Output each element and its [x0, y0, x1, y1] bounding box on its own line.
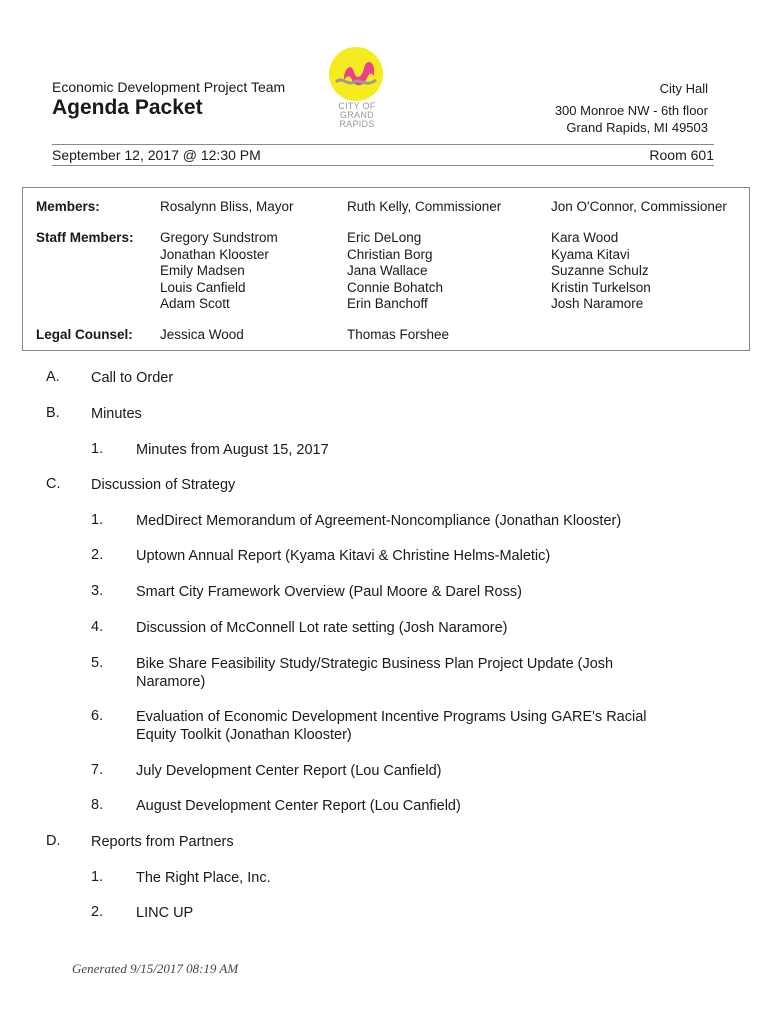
address-line-2: Grand Rapids, MI 49503: [566, 120, 708, 135]
staff-column-1: [160, 230, 278, 313]
page-title: Agenda Packet: [52, 96, 203, 119]
sub-item-text: August Development Center Report (Lou Canfield): [136, 798, 461, 814]
sub-item-text: Minutes from August 15, 2017: [136, 442, 329, 458]
meeting-room: Room 601: [649, 147, 714, 163]
sub-item-number: 8.: [91, 797, 104, 813]
staff-name: Christian Borg: [347, 246, 433, 262]
staff-name: Jana Wallace: [347, 263, 428, 278]
logo-wordmark: CITY OF GRAND RAPIDS: [338, 101, 376, 129]
staff-name: Eric DeLong: [347, 230, 422, 245]
staff-name: Gregory Sundstrom: [160, 230, 278, 245]
legal-counsel-name: Thomas Forshee: [347, 327, 450, 342]
sub-item-text: Bike Share Feasibility Study/Strategic Business Plan Project Update (Josh Naramore): [136, 656, 614, 690]
member-name: Ruth Kelly, Commissioner: [347, 199, 502, 214]
staff-name: Louis Canfield: [160, 279, 246, 295]
sub-item-number: 1.: [91, 441, 104, 457]
sub-item-text: Smart City Framework Overview (Paul Moore & Darel Ross): [136, 584, 522, 600]
staff-name: Emily Madsen: [160, 263, 245, 278]
sub-item-number: 2.: [91, 547, 104, 563]
agenda-item-title: Call to Order: [91, 370, 174, 386]
generated-timestamp: Generated 9/15/2017 08:19 AM: [72, 961, 239, 976]
staff-name: Kara Wood: [551, 230, 619, 245]
logo-sun-icon: [326, 46, 386, 106]
sub-item-number: 7.: [91, 762, 104, 778]
sub-item-text: Evaluation of Economic Development Incentive Programs Using GARE's Racial Equity Toolkit (Jonathan Klooster): [136, 709, 647, 743]
meeting-date-time: September 12, 2017 @ 12:30 PM: [52, 147, 261, 163]
staff-column-3: [551, 230, 651, 313]
staff-column-2: [347, 230, 443, 313]
sub-item-number: 2.: [91, 904, 104, 920]
member-name: Jon O'Connor, Commissioner: [551, 199, 727, 214]
staff-name: Kyama Kitavi: [551, 246, 630, 262]
agenda-item-letter: A.: [46, 369, 60, 385]
agenda-item-title: Minutes: [91, 406, 142, 422]
legal-counsel-label: Legal Counsel:: [36, 327, 133, 342]
sub-item-text: The Right Place, Inc.: [136, 870, 271, 886]
address-line-1: 300 Monroe NW - 6th floor: [554, 103, 708, 118]
agenda-item-letter: B.: [46, 405, 60, 421]
staff-name: Josh Naramore: [551, 296, 644, 311]
sub-item-text: July Development Center Report (Lou Canfield): [136, 763, 442, 779]
header-divider-top: [52, 144, 714, 145]
staff-name: Kristin Turkelson: [551, 279, 651, 295]
sub-item-number: 1.: [91, 512, 104, 528]
sub-item-number: 4.: [91, 619, 104, 635]
sub-item-text: Uptown Annual Report (Kyama Kitavi & Christine Helms-Maletic): [136, 548, 551, 564]
header-divider-bottom: [52, 165, 714, 166]
agenda-item-title: Discussion of Strategy: [91, 477, 236, 493]
sub-item-number: 5.: [91, 655, 104, 671]
sub-item-number: 6.: [91, 708, 104, 724]
sub-item-text: Discussion of McConnell Lot rate setting (Josh Naramore): [136, 620, 508, 636]
sub-item-text: MedDirect Memorandum of Agreement-Noncompliance (Jonathan Klooster): [136, 513, 622, 529]
committee-name: Economic Development Project Team: [52, 79, 286, 95]
agenda-item-letter: D.: [46, 833, 61, 849]
staff-name: Adam Scott: [160, 296, 230, 311]
members-label: Members:: [36, 199, 100, 214]
sub-item-number: 1.: [91, 869, 104, 885]
staff-members-label: Staff Members:: [36, 230, 134, 245]
staff-name: Connie Bohatch: [347, 279, 444, 295]
location-name: City Hall: [659, 81, 708, 96]
agenda-item-letter: C.: [46, 476, 61, 492]
city-logo: [326, 46, 386, 136]
legal-counsel-name: Jessica Wood: [160, 327, 244, 342]
agenda-item-title: Reports from Partners: [91, 834, 234, 850]
sub-item-text: LINC UP: [136, 905, 194, 921]
staff-name: Jonathan Klooster: [160, 246, 269, 262]
staff-name: Erin Banchoff: [347, 296, 428, 311]
staff-name: Suzanne Schulz: [551, 263, 649, 278]
sub-item-number: 3.: [91, 583, 104, 599]
member-name: Rosalynn Bliss, Mayor: [160, 199, 294, 214]
